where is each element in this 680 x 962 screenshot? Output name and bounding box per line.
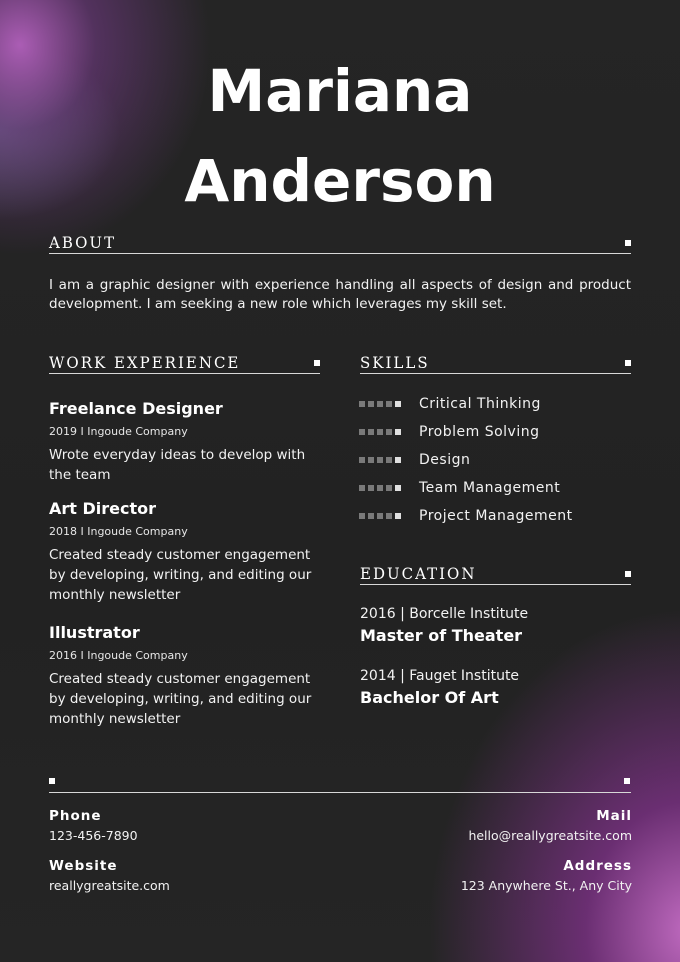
job-meta: 2016 I Ingoude Company xyxy=(49,649,188,662)
education-square-icon xyxy=(625,571,631,577)
job-description: Created steady customer engagement by developing, writing, and editing our monthly newsletter xyxy=(49,671,312,727)
footer-square-icon xyxy=(49,778,55,784)
skill-item xyxy=(359,396,541,412)
job-entry xyxy=(49,501,319,605)
work-header xyxy=(49,353,320,376)
work-divider xyxy=(49,373,320,374)
skill-item xyxy=(359,452,470,468)
job-title: Art Director xyxy=(49,499,157,518)
skills-header xyxy=(360,353,631,376)
education-year: 2014 | Fauget Institute xyxy=(360,668,520,684)
job-title: Illustrator xyxy=(49,623,140,642)
education-degree: Bachelor Of Art xyxy=(360,688,499,707)
education-degree: Master of Theater xyxy=(360,626,523,645)
mail-label: Mail xyxy=(596,808,632,824)
skill-item xyxy=(359,424,539,440)
about-text: I am a graphic designer with experience handling all aspects of design and product development. I am seeking a new role which leverages my skill set. xyxy=(49,277,631,312)
phone-label: Phone xyxy=(49,808,102,824)
name-first: Mariana xyxy=(207,57,473,125)
skill-level-icon xyxy=(359,401,407,407)
skill-item xyxy=(359,480,560,496)
education-entry xyxy=(360,607,528,644)
website-value[interactable]: reallygreatsite.com xyxy=(49,878,170,893)
about-title: ABOUT xyxy=(49,233,117,253)
mail-value[interactable]: hello@reallygreatsite.com xyxy=(468,828,632,843)
education-entry xyxy=(360,669,519,706)
about-divider xyxy=(49,253,631,254)
footer-square-icon xyxy=(624,778,630,784)
skill-item xyxy=(359,508,573,524)
skill-label: Team Management xyxy=(419,480,561,496)
skills-title: SKILLS xyxy=(360,353,430,373)
education-header xyxy=(360,564,631,587)
skill-level-icon xyxy=(359,485,407,491)
skills-square-icon xyxy=(625,360,631,366)
job-description: Created steady customer engagement by developing, writing, and editing our monthly newsletter xyxy=(49,547,312,603)
footer-divider xyxy=(49,792,631,793)
address-value: 123 Anywhere St., Any City xyxy=(460,878,632,893)
about-square-icon xyxy=(625,240,631,246)
education-title: EDUCATION xyxy=(360,564,477,584)
skills-divider xyxy=(360,373,631,374)
work-square-icon xyxy=(314,360,320,366)
job-title: Freelance Designer xyxy=(49,399,223,418)
job-meta: 2018 I Ingoude Company xyxy=(49,525,188,538)
name-last: Anderson xyxy=(184,147,496,215)
address-label: Address xyxy=(563,858,632,874)
skill-label: Critical Thinking xyxy=(419,396,541,412)
education-divider xyxy=(360,584,631,585)
job-entry xyxy=(49,401,319,485)
skill-label: Problem Solving xyxy=(419,424,540,440)
skill-label: Design xyxy=(419,452,471,468)
job-entry xyxy=(49,625,319,729)
job-description: Wrote everyday ideas to develop with the team xyxy=(49,447,306,483)
skill-level-icon xyxy=(359,513,407,519)
education-year: 2016 | Borcelle Institute xyxy=(360,606,529,622)
skill-label: Project Management xyxy=(419,508,573,524)
about-header xyxy=(49,233,631,256)
work-title: WORK EXPERIENCE xyxy=(49,353,241,373)
phone-value: 123-456-7890 xyxy=(49,828,138,843)
website-label: Website xyxy=(49,858,118,874)
skill-level-icon xyxy=(359,429,407,435)
skill-level-icon xyxy=(359,457,407,463)
job-meta: 2019 I Ingoude Company xyxy=(49,425,188,438)
